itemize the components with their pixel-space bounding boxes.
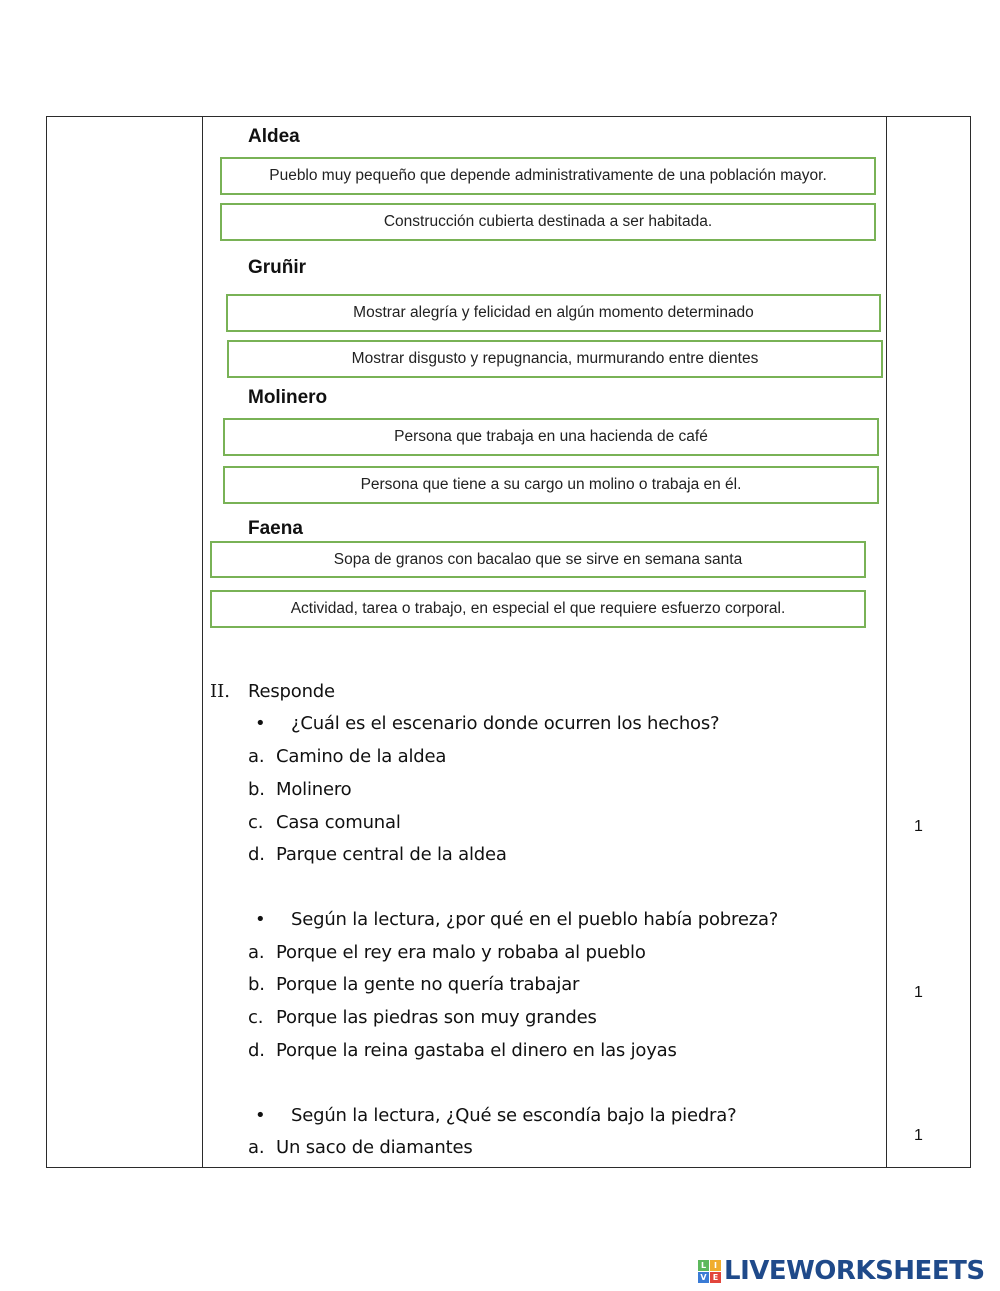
section-numeral: II.	[210, 681, 230, 702]
term-aldea: Aldea	[248, 126, 300, 147]
logo-tile-l: L	[698, 1260, 709, 1271]
score-question-2: 1	[914, 984, 923, 1001]
option-grunir-2[interactable]: Mostrar disgusto y repugnancia, murmurando entre dientes	[227, 340, 883, 378]
question-2	[255, 909, 778, 930]
table-right-border	[970, 116, 971, 1168]
question-3	[255, 1105, 736, 1126]
answer-1d[interactable]: d. Parque central de la aldea	[248, 844, 507, 865]
logo-tiles-icon	[698, 1260, 721, 1283]
liveworksheets-logo	[698, 1256, 985, 1286]
answer-2d[interactable]: d. Porque la reina gastaba el dinero en las joyas	[248, 1040, 677, 1061]
answer-2b[interactable]: b. Porque la gente no quería trabajar	[248, 974, 580, 995]
option-molinero-2[interactable]: Persona que tiene a su cargo un molino o trabaja en él.	[223, 466, 879, 504]
table-left-border	[46, 116, 47, 1168]
table-top-border	[46, 116, 971, 117]
question-1-text: ¿Cuál es el escenario donde ocurren los hechos?	[291, 713, 720, 734]
answer-1b[interactable]: b. Molinero	[248, 779, 352, 800]
logo-tile-v: V	[698, 1272, 709, 1283]
logo-tile-e: E	[710, 1272, 721, 1283]
bullet-icon: •	[255, 909, 266, 930]
table-column-divider-2	[886, 116, 887, 1168]
option-aldea-1[interactable]: Pueblo muy pequeño que depende administrativamente de una población mayor.	[220, 157, 876, 195]
term-molinero: Molinero	[248, 387, 328, 408]
option-faena-2[interactable]: Actividad, tarea o trabajo, en especial el que requiere esfuerzo corporal.	[210, 590, 866, 628]
table-bottom-border	[46, 1167, 971, 1168]
logo-text: LIVEWORKSHEETS	[724, 1256, 985, 1286]
score-question-1: 1	[914, 818, 923, 835]
bullet-icon: •	[255, 1105, 266, 1126]
answer-3a[interactable]: a. Un saco de diamantes	[248, 1137, 473, 1158]
section-title: Responde	[248, 681, 335, 702]
answer-1c[interactable]: c. Casa comunal	[248, 812, 401, 833]
question-3-text: Según la lectura, ¿Qué se escondía bajo la piedra?	[291, 1105, 737, 1126]
question-2-text: Según la lectura, ¿por qué en el pueblo había pobreza?	[291, 909, 779, 930]
option-molinero-1[interactable]: Persona que trabaja en una hacienda de café	[223, 418, 879, 456]
table-column-divider-1	[202, 116, 203, 1168]
bullet-icon: •	[255, 713, 266, 734]
answer-1a[interactable]: a. Camino de la aldea	[248, 746, 447, 767]
answer-2c[interactable]: c. Porque las piedras son muy grandes	[248, 1007, 597, 1028]
logo-tile-i: I	[710, 1260, 721, 1271]
option-faena-1[interactable]: Sopa de granos con bacalao que se sirve en semana santa	[210, 541, 866, 578]
answer-2a[interactable]: a. Porque el rey era malo y robaba al pueblo	[248, 942, 646, 963]
option-aldea-2[interactable]: Construcción cubierta destinada a ser habitada.	[220, 203, 876, 241]
question-1	[255, 713, 719, 734]
term-grunir: Gruñir	[248, 257, 307, 278]
term-faena: Faena	[248, 518, 303, 539]
score-question-3: 1	[914, 1127, 923, 1144]
option-grunir-1[interactable]: Mostrar alegría y felicidad en algún momento determinado	[226, 294, 881, 332]
